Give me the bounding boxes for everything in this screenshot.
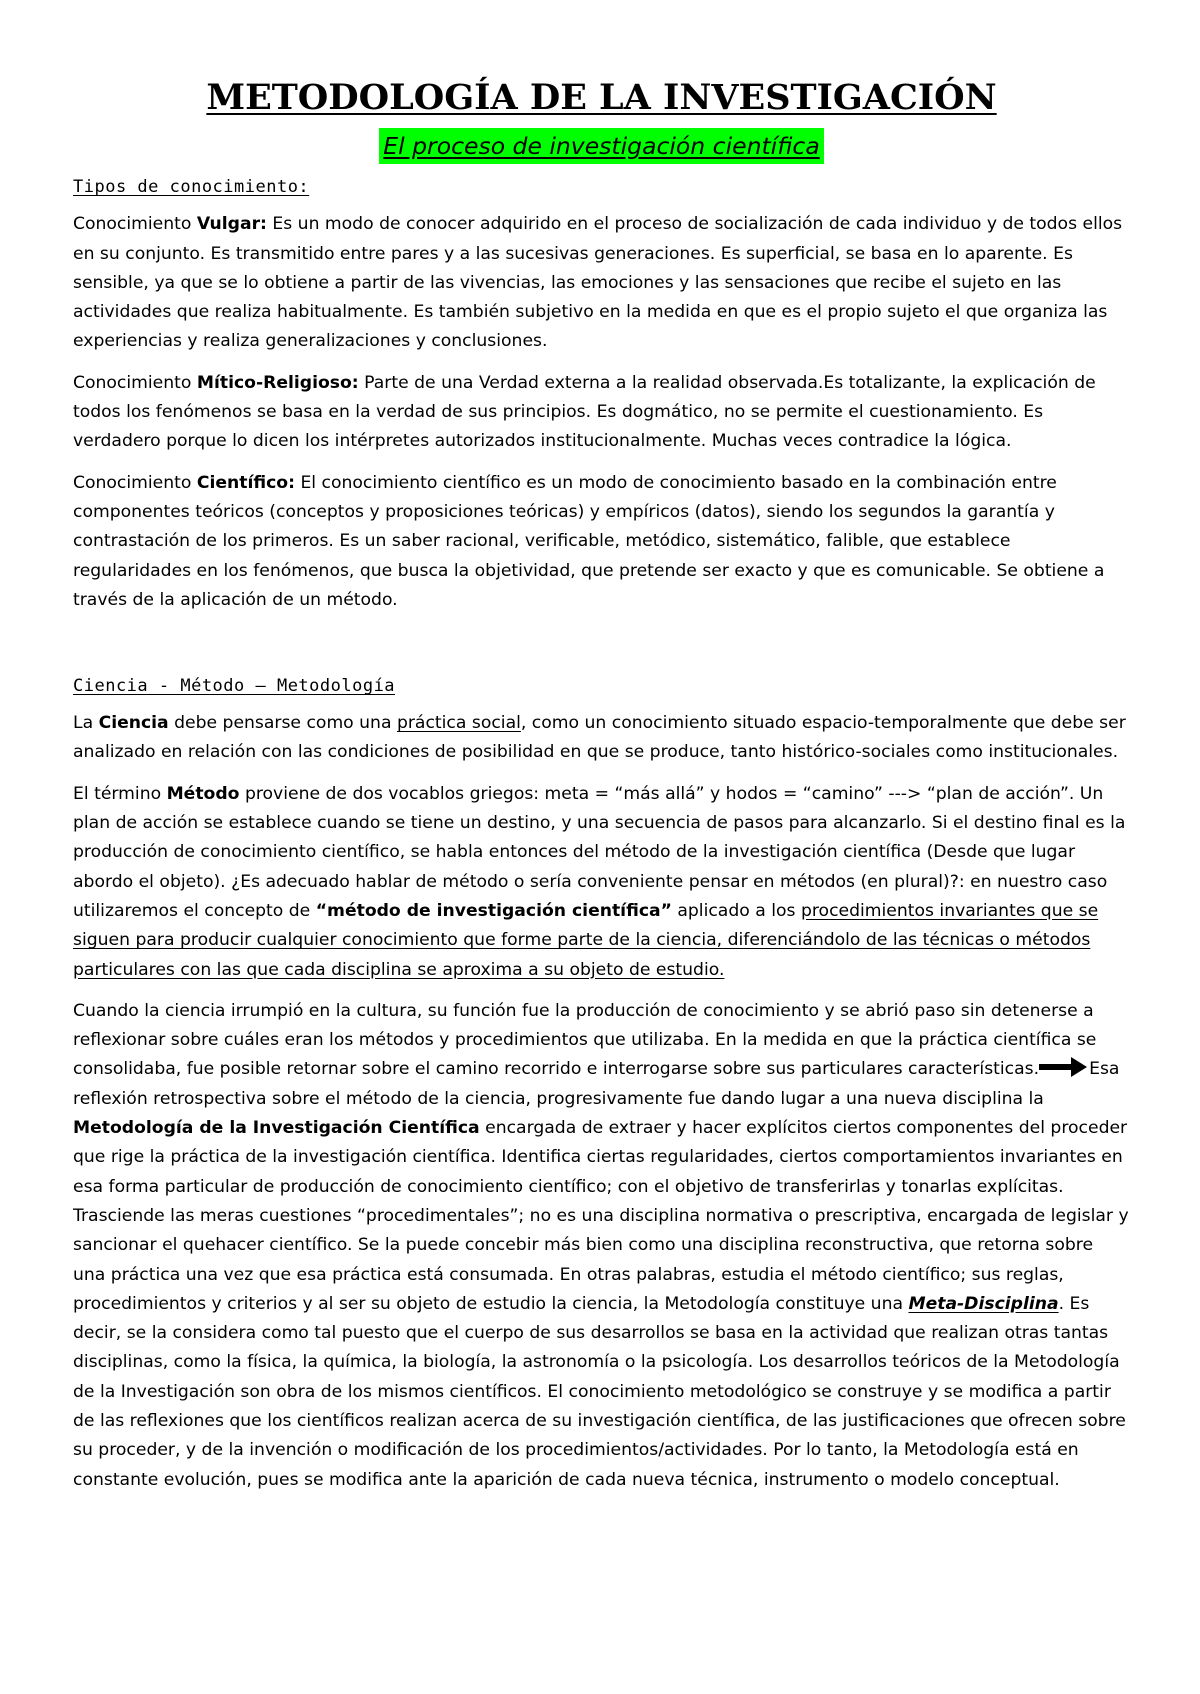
cuando-bold: Metodología de la Investigación Científica [73,1118,480,1139]
paragraph-cientifico [73,469,1130,615]
paragraph-cuando [73,997,1130,1495]
paragraph-metodo [73,780,1130,985]
vulgar-lead: Conocimiento [73,214,197,235]
metodo-term: Método [166,783,240,804]
vulgar-text: Es un modo de conocer adquirido en el proceso de socialización de cada individuo y de todos ellos en su conjunto. Es transmitido entre pares y a las sucesivas generaciones. Es superficial, se basa en lo aparente. Es sensible, ya que se lo obtiene a partir de las vivencias, las emociones y las sensaciones que recibe el sujeto en las actividades que realiza habitualmente. Es también subjetivo en la medida en que es el propio sujeto el que organiza las experiencias y realiza generalizaciones y conclusiones. [73,214,1123,352]
cuando-t3: encargada de extraer y hacer explícitos ciertos componentes del proceder que rige la práctica de la investigación científica. Identifica ciertas regularidades, ciertos comportamientos invariantes en esa forma particular de producción de conocimiento científico; con el objetivo de transferirlas y tonarlas explícitas. Trasciende las meras cuestiones “procedimentales”; no es una disciplina normativa o prescriptiva, encargada de legislar y sancionar el quehacer científico. Se la puede concebir más bien como una disciplina reconstructiva, que retorna sobre una práctica una vez que esa práctica está consumada. En otras palabras, estudia el método científico; sus reglas, procedimientos y criterios y al ser su objeto de estudio la ciencia, la Metodología constituye una [73,1118,1129,1314]
subtitle-container [73,128,1130,164]
document-title: METODOLOGÍA DE LA INVESTIGACIÓN [206,77,997,118]
section-heading-ciencia: Ciencia - Método – Metodología [73,676,396,697]
cientifico-text: El conocimiento científico es un modo de conocimiento basado en la combinación entre componentes teóricos (conceptos y proposiciones teóricas) y empíricos (datos), siendo los segundos la garantía y contrastación de los primeros. Es un saber racional, verificable, metódico, sistemático, falible, que establece regularidades en los fenómenos, que busca la objetividad, que pretende ser exacto y que es comunicable. Se obtiene a través de la aplicación de un método. [73,472,1105,610]
ciencia-term: Ciencia [98,713,169,734]
mitico-text: Parte de una Verdad externa a la realidad observada.Es totalizante, la explicación de todos los fenómenos se basa en la verdad de sus principios. Es dogmático, no se permite el cuestionamiento. Es verdadero porque lo dicen los intérpretes autorizados institucionalmente. Muchas veces contradice la lógica. [73,372,1096,452]
ciencia-t1: La [73,713,99,734]
paragraph-mitico [73,369,1130,457]
section-spacer [73,627,1130,673]
metodo-t2: proviene de dos vocablos griegos: meta = “más allá” y hodos = “camino” ---> “plan de acción”. Un plan de acción se establece cuando se tiene un destino, y una secuencia de pasos para alcanzarlo. Si el destino final es la producción de conocimiento científico, se habla entonces del método de la investigación científica (Desde que lugar abordo el objeto). ¿Es adecuado hablar de método o sería conveniente pensar en métodos (en plural)?: en nuestro caso utilizaremos el concepto de [73,783,1126,921]
cientifico-lead: Conocimiento [73,472,197,493]
paragraph-ciencia [73,709,1130,768]
metodo-t3: aplicado a los [671,900,801,921]
cientifico-term: Científico: [196,472,295,493]
paragraph-vulgar [73,210,1130,356]
cuando-t2: Esa reflexión retrospectiva sobre el método de la ciencia, progresivamente fue dando lugar a una nueva disciplina la [73,1059,1120,1109]
section-heading-tipos: Tipos de conocimiento: [73,177,310,198]
cuando-t4: . Es decir, se la considera como tal puesto que el cuerpo de sus desarrollos se basa en la actividad que realizan otras tantas disciplinas, como la física, la química, la biología, la astronomía o la psicología. Los desarrollos teóricos de la Metodología de la Investigación son obra de los mismos científicos. El conocimiento metodológico se construye y se modifica a partir de las reflexiones que los científicos realizan acerca de su investigación científica, de las justificaciones que ofrecen sobre su proceder, y de la invención o modificación de los procedimientos/actividades. Por lo tanto, la Metodología está en constante evolución, pues se modifica ante la aparición de cada nueva técnica, instrumento o modelo conceptual. [73,1293,1126,1490]
metodo-t1: El término [73,783,167,804]
ciencia-t3: , como un conocimiento situado espacio-temporalmente que debe ser analizado en relación con las condiciones de posibilidad en que se produce, tanto histórico-sociales como institucionales. [73,713,1126,763]
metodo-underlined: procedimientos invariantes que se siguen para producir cualquier conocimiento que forme parte de la ciencia, diferenciándolo de las técnicas o métodos particulares con las que cada disciplina se aproxima a su objeto de estudio. [73,900,1099,980]
cuando-t1: Cuando la ciencia irrumpió en la cultura, su función fue la producción de conocimiento y se abrió paso sin detenerse a reflexionar sobre cuáles eran los métodos y procedimientos que utilizaba. En la medida en que la práctica científica se consolidaba, fue posible retornar sobre el camino recorrido e interrogarse sobre sus particulares características. [73,1000,1097,1080]
cuando-emph: Meta-Disciplina [908,1293,1059,1314]
right-arrow-icon [1039,1057,1087,1077]
document-subtitle: El proceso de investigación científica [379,128,823,164]
metodo-bold: “método de investigación científica” [315,900,672,921]
ciencia-t2: debe pensarse como una [168,713,397,734]
vulgar-term: Vulgar: [196,214,267,235]
mitico-lead: Conocimiento [73,372,197,393]
ciencia-underlined: práctica social [396,713,521,734]
mitico-term: Mítico-Religioso: [196,372,359,393]
